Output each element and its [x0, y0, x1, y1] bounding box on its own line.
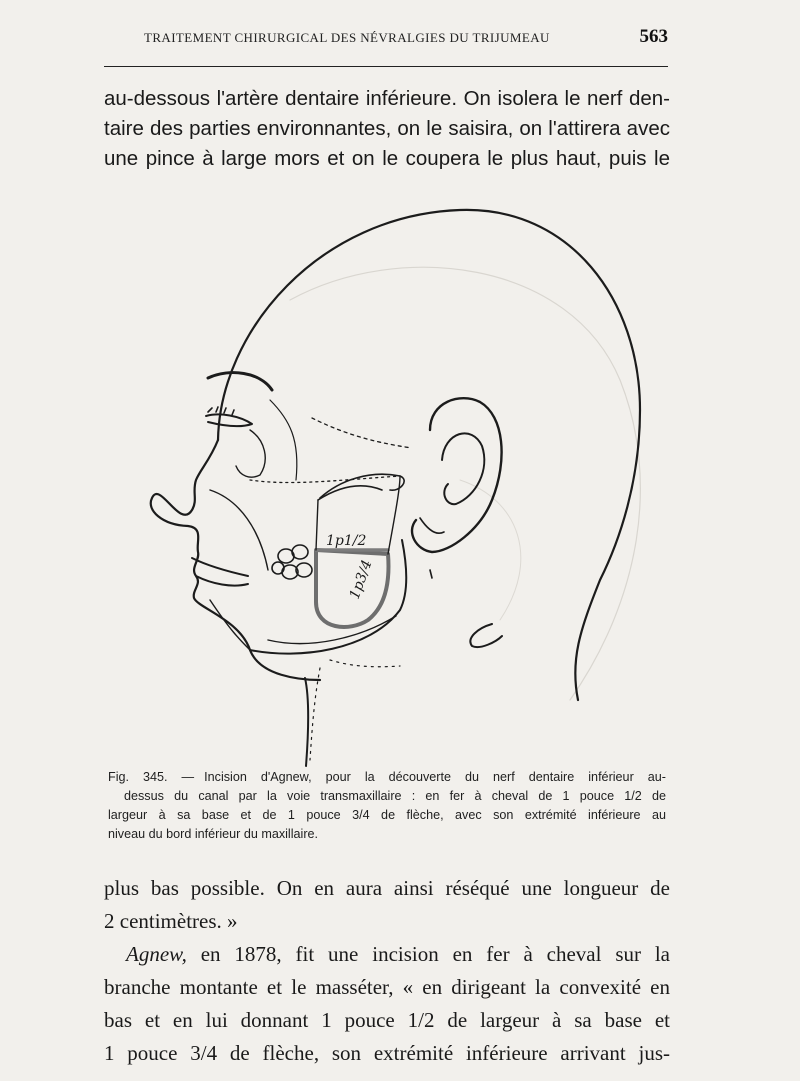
incision-upper-left	[316, 500, 318, 550]
running-head	[104, 26, 668, 50]
text-line: au-dessous l'artère dentaire inférieure. On isolera le nerf den-	[104, 87, 670, 110]
eye	[206, 414, 252, 426]
text-line: taire des parties environnantes, on le saisira, on l'attirera avec	[104, 117, 670, 140]
zygoma-dotted-line	[250, 476, 400, 483]
ear-outer	[412, 398, 502, 552]
dotted-lower	[330, 660, 400, 667]
skull-outline	[218, 210, 640, 700]
small-mark	[430, 570, 432, 578]
lower-jaw-contour	[268, 616, 396, 644]
head-profile-illustration	[100, 180, 680, 770]
bottom-paragraph	[104, 872, 670, 1070]
text-line: 2 centimètres. »	[104, 909, 238, 933]
header-rule	[104, 66, 668, 67]
top-paragraph	[104, 84, 670, 174]
text-line: bas et en lui donnant 1 pouce 1/2 de largeur à sa base et	[104, 1008, 670, 1032]
ear-inner	[442, 433, 484, 504]
letter-c-label: c	[480, 642, 481, 643]
top-measure-label: 1p1/2	[326, 533, 367, 549]
ear-lobe	[420, 518, 444, 533]
teeth-cluster	[272, 545, 312, 579]
cheek-contour	[236, 430, 265, 477]
mandible-ramus	[318, 486, 382, 500]
neck-side-dotted	[310, 668, 320, 760]
text-line: une pince à large mors et on le coupera le plus haut, puis le	[104, 147, 670, 170]
eyebrow	[208, 373, 272, 390]
caption-line: niveau du bord inférieur du maxillaire.	[108, 827, 319, 841]
lips	[192, 558, 248, 586]
text-line: branche montante et le masséter, « en dirigeant la convexité en	[104, 975, 670, 999]
side-measure-label: 1p3/4	[346, 557, 376, 602]
incision-upper-right	[388, 476, 400, 554]
page-number: 563	[639, 26, 668, 47]
running-title: TRAITEMENT CHIRURGICAL DES NÉVRALGIES DU TRIJUMEAU	[144, 30, 550, 45]
text-line: 1 pouce 3/4 de flèche, son extrémité inférieure arrivant jus-	[104, 1041, 670, 1065]
caption-line: dessus du canal par la voie transmaxillaire : en fer à cheval de 1 pouce 1/2 de	[124, 789, 666, 803]
caption-line: Incision d'Agnew, pour la découverte du nerf dentaire inférieur au-	[204, 770, 666, 784]
figure-label: Fig. 345. —	[108, 770, 195, 784]
letter-c-stroke	[470, 624, 502, 647]
author-name: Agnew,	[126, 942, 187, 966]
nasolabial-fold	[210, 490, 268, 570]
caption-line: largeur à sa base et de 1 pouce 3/4 de flèche, avec son extrémité inférieure au	[108, 808, 666, 822]
figure-caption	[108, 768, 666, 844]
text-line: en 1878, fit une incision en fer à cheval sur la	[200, 942, 671, 966]
temporal-dotted-line	[312, 418, 412, 448]
neck-front	[305, 678, 308, 766]
cheek-line	[270, 400, 297, 480]
text-line: plus bas possible. On en aura ainsi réséqué une longueur de	[104, 876, 670, 900]
